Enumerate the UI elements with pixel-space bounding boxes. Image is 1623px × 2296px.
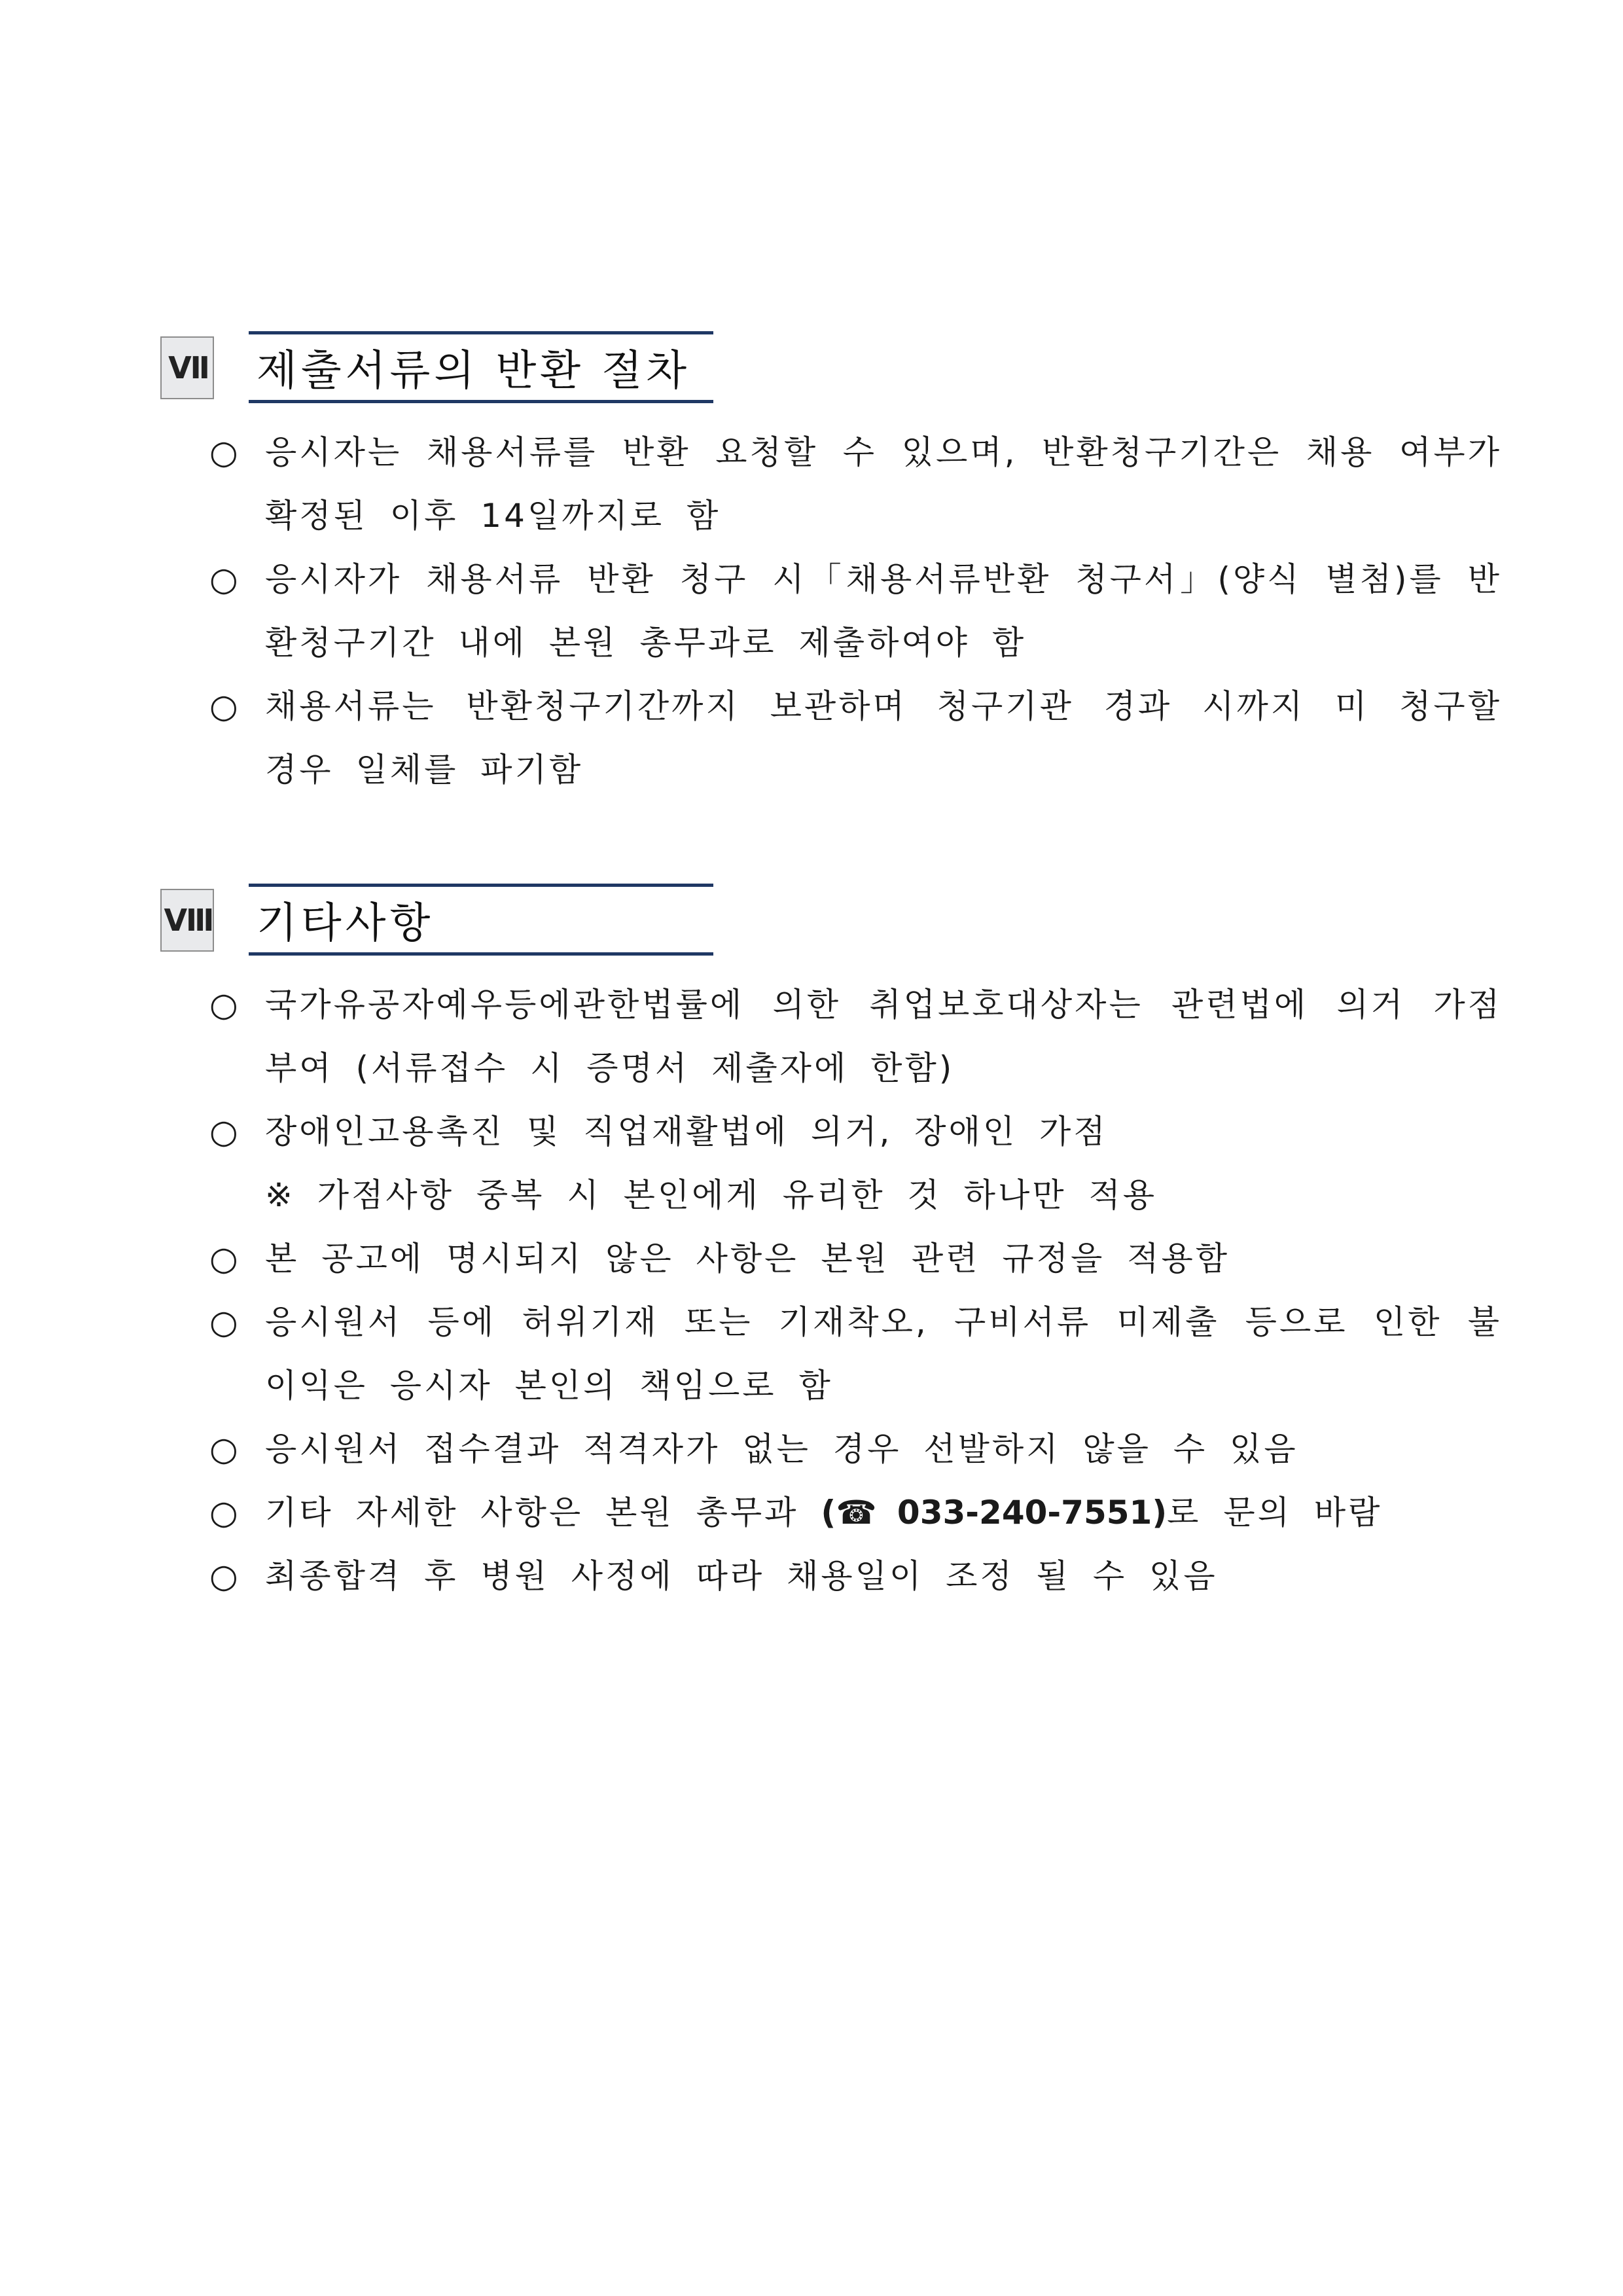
list-item [160, 973, 1502, 1100]
list-item [160, 421, 1502, 548]
list-item-text: 본 공고에 명시되지 않은 사항은 본원 관련 규정을 적용함 [265, 1240, 1230, 1278]
list-item [160, 1100, 1502, 1164]
list-item-text: 응시원서 등에 허위기재 또는 기재착오, 구비서류 미제출 등으로 인한 불이익은 응시자 본인의 책임으로 함 [265, 1303, 1502, 1405]
note-text: ※ 가점사항 중복 시 본인에게 유리한 것 하나만 적용 [265, 1176, 1158, 1214]
circle-bullet-icon: ○ [209, 687, 241, 725]
section-title-frame [249, 331, 713, 403]
contact-text-after: 로 문의 바람 [1167, 1494, 1383, 1532]
list-item-text: 응시원서 접수결과 적격자가 없는 경우 선발하지 않을 수 있음 [265, 1430, 1298, 1468]
circle-bullet-icon: ○ [209, 1430, 241, 1468]
list-item [160, 1227, 1502, 1291]
circle-bullet-icon: ○ [209, 560, 241, 598]
section-8 [160, 884, 1502, 1608]
section-title-frame [249, 884, 713, 956]
circle-bullet-icon: ○ [209, 433, 241, 471]
list-item [160, 1291, 1502, 1418]
circle-bullet-icon: ○ [209, 1494, 241, 1532]
list-item [160, 1545, 1502, 1608]
phone-number: (☎ 033-240-7551) [821, 1494, 1168, 1532]
circle-bullet-icon: ○ [209, 1303, 241, 1341]
section-title: 제출서류의 반환 절차 [257, 347, 691, 395]
list-item-text: 장애인고용촉진 및 직업재활법에 의거, 장애인 가점 [265, 1113, 1108, 1151]
list-item [160, 548, 1502, 675]
circle-bullet-icon: ○ [209, 1240, 241, 1278]
section-7 [160, 331, 1502, 802]
list-item [160, 675, 1502, 802]
contact-text-before: 기타 자세한 사항은 본원 총무과 [265, 1494, 821, 1532]
section-7-list [160, 421, 1502, 802]
list-item-text: 채용서류는 반환청구기간까지 보관하며 청구기관 경과 시까지 미 청구할 경우 일체를 파기함 [265, 687, 1502, 789]
list-item-contact [160, 1481, 1502, 1545]
circle-bullet-icon: ○ [209, 1557, 241, 1595]
section-7-header [160, 331, 1502, 406]
list-item-text: 응시자는 채용서류를 반환 요청할 수 있으며, 반환청구기간은 채용 여부가 확정된 이후 14일까지로 함 [265, 433, 1502, 535]
section-8-list [160, 973, 1502, 1608]
circle-bullet-icon: ○ [209, 1113, 241, 1151]
list-item-text: 최종합격 후 병원 사정에 따라 채용일이 조정 될 수 있음 [265, 1557, 1218, 1595]
section-number-badge: Ⅷ [160, 889, 214, 952]
section-number-badge: Ⅶ [160, 336, 214, 399]
circle-bullet-icon: ○ [209, 986, 241, 1024]
list-item-text: 국가유공자예우등에관한법률에 의한 취업보호대상자는 관련법에 의거 가점부여 (서류접수 시 증명서 제출자에 한함) [265, 986, 1502, 1087]
section-title: 기타사항 [257, 899, 435, 948]
section-8-header [160, 884, 1502, 959]
list-item [160, 1418, 1502, 1481]
list-item-text: 응시자가 채용서류 반환 청구 시「채용서류반환 청구서」(양식 별첨)를 반환청구기간 내에 본원 총무과로 제출하여야 함 [265, 560, 1502, 662]
